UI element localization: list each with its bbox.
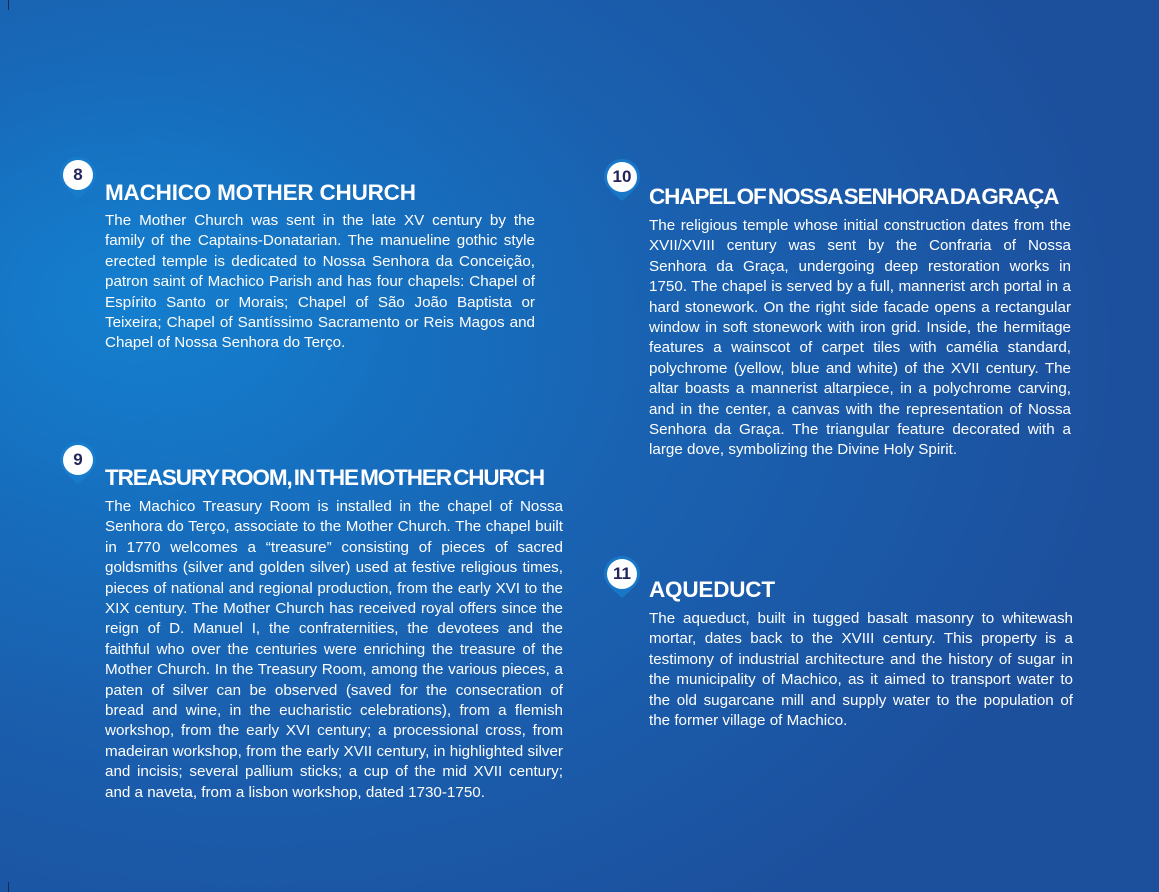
section-body: The Mother Church was sent in the late XV century by the family of the Captains-Donatarian. The manueline gothic style erected temple is dedicated to Nossa Senhora da Conceição, patron saint of Machico Parish and has four chapels: Chapel of Espírito Santo or Morais; Chapel of São João Baptista or Teixeira; Chapel of Santíssimo Sacramento or Reis Magos and Chapel of Nossa Senhora do Terço. [105, 212, 535, 352]
crop-mark-top [8, 0, 9, 10]
section-body: The aqueduct, built in tugged basalt masonry to whitewash mortar, dates back to the XVIII century. This property is a testimony of industrial architecture and the history of sugar in the municipality of Machico, as it aimed to transport water to the old sugarcane mill and supply water to the population of the former village of Machico. [649, 610, 1073, 730]
map-pin-icon [58, 155, 98, 201]
section-body: The religious temple whose initial construction dates from the XVII/XVIII century was sent by the Confraria of Nossa Senhora da Graça, undergoing deep restoration works in 1750. The chapel is served by a full, mannerist arch portal in a hard stonework. On the right side facade opens a rectangular window in soft stonework with iron grid. Inside, the hermitage features a wainscot of carpet tiles with camélia standard, polychrome (yellow, blue and white) of the XVII century. The altar boasts a mannerist altarpiece, in a polychrome carving, and in the center, a canvas with the representation of Nossa Senhora da Graça. The triangular feature decorated with a large dove, symbolizing the Divine Holy Spirit. [649, 217, 1071, 459]
map-pin-icon [602, 157, 642, 203]
marker-number: 9 [73, 450, 83, 469]
marker-number: 8 [73, 165, 83, 184]
section-body: The Machico Treasury Room is installed in the chapel of Nossa Senhora do Terço, associate to the Mother Church. The chapel built in 1770 welcomes a “treasure” consisting of pieces of sacred goldsmiths (silver and golden silver) used at festive religious times, pieces of national and regional production, from the early XVI to the XIX century. The Mother Church has received royal offers since the reign of D. Manuel I, the confraternities, the devotees and the faithful who over the centuries were enriching the treasure of the Mother Church. In the Treasury Room, among the various pieces, a paten of silver can be observed (saved for the consecration of bread and wine, in the eucharistic celebrations), from a flemish workshop, from the early XVI century; a processional cross, from madeiran workshop, from the early XVII century, in highlighted silver and incisis; several pallium sticks; a cup of the mid XVII century; and a naveta, from a lisbon workshop, dated 1730-1750. [105, 498, 563, 801]
section-title: CHAPEL OF NOSSA SENHORA DA GRAÇA [649, 184, 1059, 209]
crop-mark-bottom [8, 882, 9, 892]
section-title: AQUEDUCT [649, 577, 775, 602]
marker-number: 10 [612, 167, 632, 186]
map-pin-icon [58, 440, 98, 486]
section-title: TREASURY ROOM, IN THE MOTHER CHURCH [105, 465, 545, 490]
section-title: MACHICO MOTHER CHURCH [105, 180, 416, 205]
marker-number: 11 [613, 564, 631, 583]
map-pin-icon [602, 554, 642, 600]
